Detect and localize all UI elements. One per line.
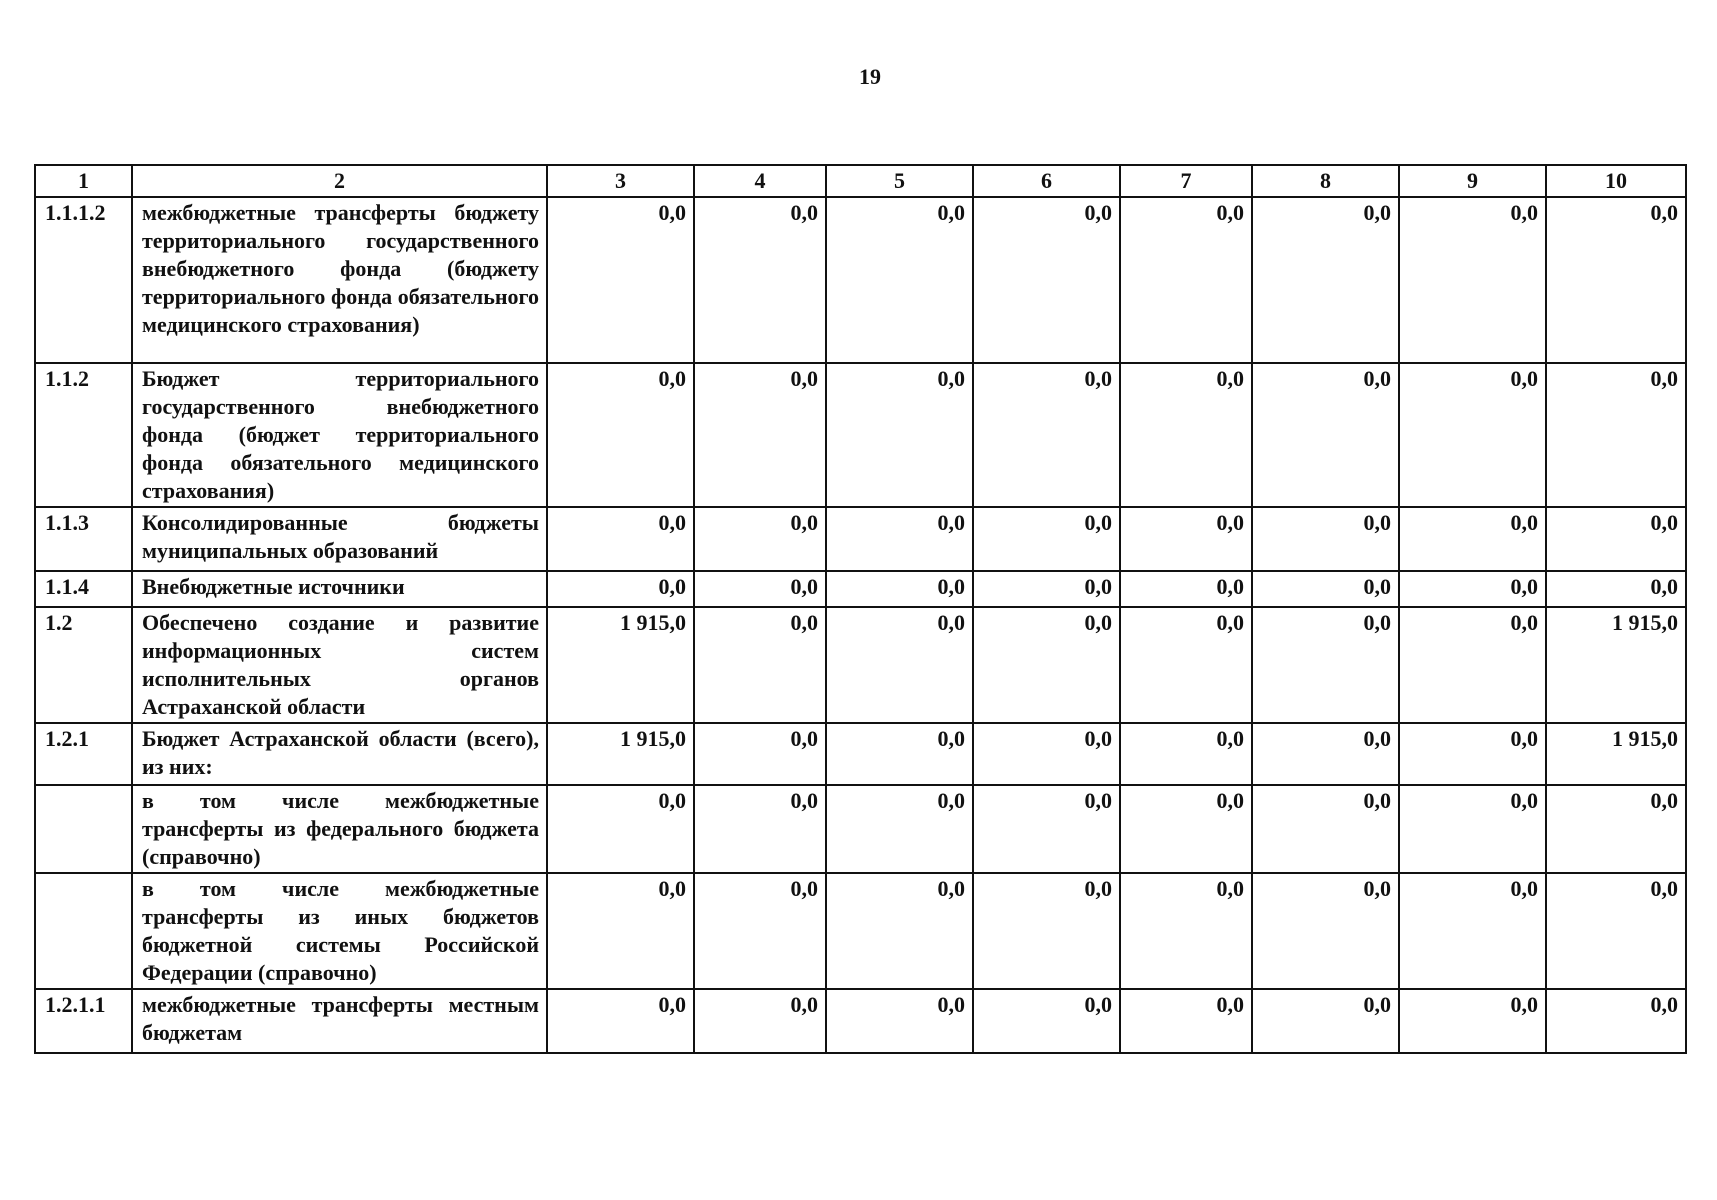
row-value: 0,0 (1546, 571, 1686, 607)
row-code: 1.2.1 (35, 723, 132, 785)
row-value: 0,0 (694, 989, 826, 1053)
row-value: 0,0 (547, 785, 694, 873)
column-header: 2 (132, 165, 547, 197)
row-value: 0,0 (1399, 363, 1546, 507)
row-value: 0,0 (1399, 785, 1546, 873)
row-value: 0,0 (973, 607, 1120, 723)
row-value: 0,0 (1546, 873, 1686, 989)
row-value: 0,0 (826, 723, 973, 785)
row-value: 0,0 (694, 363, 826, 507)
row-value: 1 915,0 (1546, 723, 1686, 785)
row-value: 0,0 (826, 571, 973, 607)
row-value: 0,0 (694, 507, 826, 571)
table-row (35, 785, 1686, 873)
row-value: 0,0 (1399, 507, 1546, 571)
column-header: 5 (826, 165, 973, 197)
column-header: 7 (1120, 165, 1252, 197)
row-value: 0,0 (1252, 363, 1399, 507)
row-value: 0,0 (1399, 723, 1546, 785)
row-description: межбюджетные трансферты местным бюджетам (132, 989, 547, 1053)
budget-table (34, 164, 1687, 1054)
row-value: 0,0 (973, 197, 1120, 363)
row-value: 1 915,0 (547, 723, 694, 785)
row-value: 0,0 (973, 989, 1120, 1053)
row-value: 0,0 (826, 989, 973, 1053)
table-row (35, 989, 1686, 1053)
row-value: 0,0 (1120, 571, 1252, 607)
row-code: 1.1.3 (35, 507, 132, 571)
row-value: 0,0 (1252, 197, 1399, 363)
row-value: 0,0 (694, 785, 826, 873)
row-value: 0,0 (1399, 873, 1546, 989)
page-number: 19 (859, 64, 881, 89)
row-value: 0,0 (1546, 363, 1686, 507)
row-value: 0,0 (1120, 507, 1252, 571)
row-value: 0,0 (1252, 607, 1399, 723)
column-header: 10 (1546, 165, 1686, 197)
row-value: 0,0 (1399, 607, 1546, 723)
row-value: 0,0 (1252, 785, 1399, 873)
row-description: Бюджет Астраханской области (всего), из них: (132, 723, 547, 785)
row-value: 0,0 (694, 571, 826, 607)
row-value: 0,0 (1399, 989, 1546, 1053)
row-value: 0,0 (694, 197, 826, 363)
row-value: 0,0 (1120, 873, 1252, 989)
row-value: 0,0 (694, 723, 826, 785)
row-value: 0,0 (1252, 989, 1399, 1053)
row-value: 0,0 (826, 363, 973, 507)
row-value: 1 915,0 (1546, 607, 1686, 723)
row-value: 0,0 (1120, 363, 1252, 507)
row-value: 0,0 (1120, 723, 1252, 785)
row-value: 0,0 (1399, 197, 1546, 363)
column-header: 4 (694, 165, 826, 197)
row-description: Бюджет территориального государственного внебюджетного фонда (бюджет территориального фонда обязательного медицинского страхования) (132, 363, 547, 507)
row-value: 0,0 (547, 989, 694, 1053)
row-code: 1.1.4 (35, 571, 132, 607)
row-value: 0,0 (1399, 571, 1546, 607)
table-row (35, 607, 1686, 723)
row-value: 0,0 (694, 873, 826, 989)
row-value: 0,0 (547, 571, 694, 607)
row-value: 0,0 (973, 571, 1120, 607)
column-header: 3 (547, 165, 694, 197)
row-description: Консолидированные бюджеты муниципальных образований (132, 507, 547, 571)
table-row (35, 507, 1686, 571)
row-value: 0,0 (547, 197, 694, 363)
table-row (35, 723, 1686, 785)
header-row (35, 165, 1686, 197)
row-value: 0,0 (973, 723, 1120, 785)
row-value: 0,0 (547, 507, 694, 571)
column-header: 8 (1252, 165, 1399, 197)
row-code: 1.2.1.1 (35, 989, 132, 1053)
row-value: 0,0 (1252, 873, 1399, 989)
row-value: 0,0 (1546, 507, 1686, 571)
row-value: 0,0 (1546, 989, 1686, 1053)
row-value: 0,0 (1252, 723, 1399, 785)
row-value: 0,0 (1120, 197, 1252, 363)
column-header: 6 (973, 165, 1120, 197)
row-value: 0,0 (1252, 507, 1399, 571)
row-value: 0,0 (973, 363, 1120, 507)
row-value: 0,0 (1120, 989, 1252, 1053)
row-value: 0,0 (826, 607, 973, 723)
row-value: 0,0 (694, 607, 826, 723)
row-value: 0,0 (826, 873, 973, 989)
row-description: Обеспечено создание и развитие информационных систем исполнительных органов Астраханской области (132, 607, 547, 723)
column-header: 1 (35, 165, 132, 197)
row-value: 0,0 (826, 197, 973, 363)
row-description: Внебюджетные источники (132, 571, 547, 607)
row-code (35, 873, 132, 989)
row-value: 1 915,0 (547, 607, 694, 723)
row-value: 0,0 (973, 873, 1120, 989)
row-value: 0,0 (1120, 607, 1252, 723)
row-code: 1.2 (35, 607, 132, 723)
row-value: 0,0 (1120, 785, 1252, 873)
row-code: 1.1.1.2 (35, 197, 132, 363)
row-description: в том числе межбюджетные трансферты из федерального бюджета (справочно) (132, 785, 547, 873)
row-value: 0,0 (973, 507, 1120, 571)
row-value: 0,0 (547, 873, 694, 989)
row-code (35, 785, 132, 873)
table-row (35, 363, 1686, 507)
row-value: 0,0 (826, 785, 973, 873)
column-header: 9 (1399, 165, 1546, 197)
row-description: в том числе межбюджетные трансферты из иных бюджетов бюджетной системы Российской Федерации (справочно) (132, 873, 547, 989)
table-row (35, 197, 1686, 363)
table-row (35, 873, 1686, 989)
table-row (35, 571, 1686, 607)
row-value: 0,0 (973, 785, 1120, 873)
row-value: 0,0 (1546, 197, 1686, 363)
row-value: 0,0 (547, 363, 694, 507)
row-value: 0,0 (1546, 785, 1686, 873)
row-value: 0,0 (1252, 571, 1399, 607)
row-code: 1.1.2 (35, 363, 132, 507)
row-description: межбюджетные трансферты бюджету территориального государственного внебюджетного фонда (бюджету территориального фонда обязательного медицинского страхования) (132, 197, 547, 363)
row-value: 0,0 (826, 507, 973, 571)
